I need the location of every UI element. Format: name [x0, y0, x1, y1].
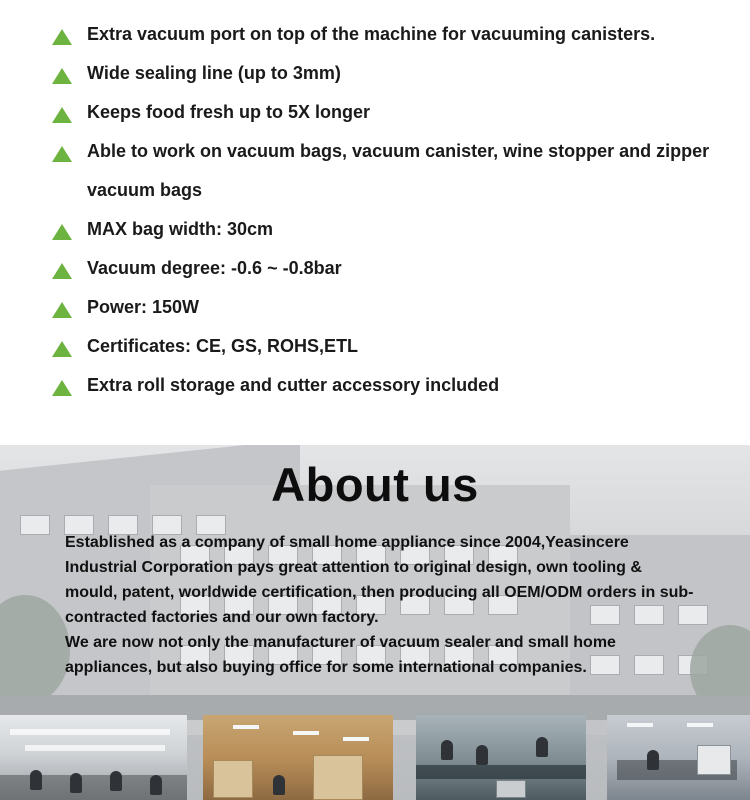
- feature-text: [87, 0, 340, 9]
- feature-text: Vacuum degree: -0.6 ~ -0.8bar: [87, 258, 342, 278]
- feature-item: [52, 337, 730, 366]
- triangle-bullet-icon: [52, 263, 72, 279]
- feature-text: Extra roll storage and cutter accessory included: [87, 375, 500, 395]
- about-paragraph: We are now not only the manufacturer of vacuum sealer and small home appliances, but also buying office for some international companies.: [65, 634, 616, 676]
- about-description: [65, 530, 695, 680]
- factory-photo-strip: [0, 715, 750, 800]
- feature-item: [52, 298, 730, 327]
- assembly-line-photo: [416, 715, 586, 800]
- triangle-bullet-icon: [52, 224, 72, 240]
- feature-text: Able to work on vacuum bags, vacuum canister, wine stopper and zipper vacuum bags: [87, 141, 710, 200]
- triangle-bullet-icon: [52, 68, 72, 84]
- feature-text: Extra vacuum port on top of the machine for vacuuming canisters.: [87, 24, 656, 44]
- feature-item: [52, 64, 730, 93]
- feature-text: MAX bag width: 30cm: [87, 219, 274, 239]
- production-floor-photo: [607, 715, 750, 800]
- feature-item: [52, 25, 730, 54]
- feature-item: [52, 142, 730, 210]
- feature-text: Wide sealing line (up to 3mm): [87, 63, 341, 83]
- feature-text: Power: 150W: [87, 297, 200, 317]
- warehouse-photo: [203, 715, 393, 800]
- triangle-bullet-icon: [52, 341, 72, 357]
- feature-text: Keeps food fresh up to 5X longer: [87, 102, 371, 122]
- feature-item: [52, 103, 730, 132]
- triangle-bullet-icon: [52, 146, 72, 162]
- feature-text: Certificates: CE, GS, ROHS,ETL: [87, 336, 359, 356]
- triangle-bullet-icon: [52, 302, 72, 318]
- feature-item: [52, 376, 730, 405]
- feature-item: [52, 0, 730, 9]
- triangle-bullet-icon: [52, 107, 72, 123]
- feature-item: [52, 220, 730, 249]
- about-paragraph: Established as a company of small home appliance since 2004,Yeasincere Industrial Corporation pays great attention to original design, own tooling & mould, patent, worldwide certification, then producing all OEM/ODM orders in sub-contracted factories and our own factory.: [65, 534, 694, 626]
- triangle-bullet-icon: [52, 380, 72, 396]
- about-title: About us: [271, 458, 479, 511]
- office-photo: [0, 715, 187, 800]
- feature-item: [52, 259, 730, 288]
- triangle-bullet-icon: [52, 29, 72, 45]
